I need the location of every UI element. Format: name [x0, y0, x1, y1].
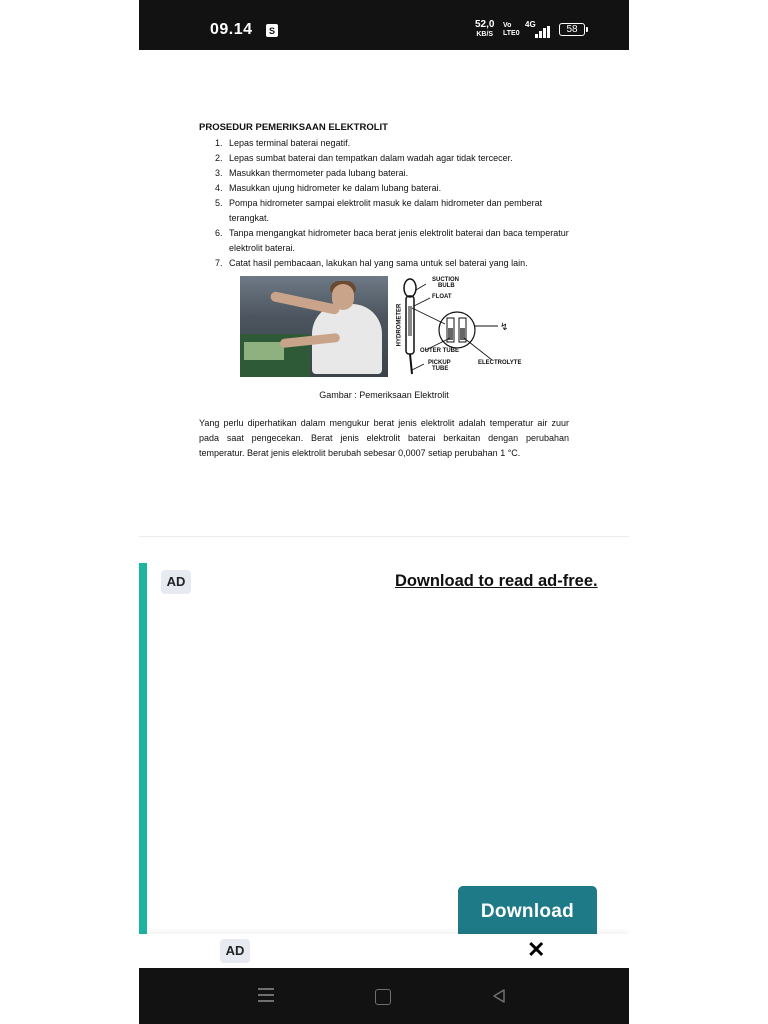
hydrometer-diagram: [396, 276, 522, 378]
label-electrolyte: ELECTROLYTE: [478, 360, 522, 366]
ad-accent-bar: [139, 563, 147, 943]
step-number: 3.: [215, 168, 223, 178]
signal-icon: [535, 26, 551, 38]
close-icon[interactable]: ✕: [527, 937, 546, 962]
body-paragraph: Yang perlu diperhatikan dalam mengukur berat jenis elektrolit adalah temperatur air zuur pada saat pengecekan. Berat jenis elektrolit baterai berkaitan dengan perubahan temperatur. Berat jenis elektrolit berubah sebesar 0,0007 setiap perubahan 1 °C.: [199, 418, 569, 458]
procedure-step: [199, 166, 569, 181]
navigation-bar: [139, 968, 629, 1024]
network-speed-unit: KB/S: [476, 31, 494, 38]
status-time: 09.14: [210, 21, 253, 38]
procedure-step: [199, 196, 569, 226]
step-number: 6.: [215, 228, 223, 238]
phone-screen: [139, 0, 629, 1024]
step-text: Lepas terminal baterai negatif.: [229, 138, 351, 148]
technician-photo: [240, 276, 388, 377]
volte-top: Vo: [503, 22, 512, 29]
electrolyte-figure: [240, 276, 522, 378]
step-text: Masukkan ujung hidrometer ke dalam lubang baterai.: [229, 183, 442, 193]
label-float: FLOAT: [432, 294, 452, 300]
network-speed: [475, 21, 494, 39]
label-tube: TUBE: [432, 366, 449, 372]
back-icon[interactable]: [491, 988, 507, 1004]
step-text: Catat hasil pembacaan, lakukan hal yang sama untuk sel baterai yang lain.: [229, 258, 528, 268]
bottom-ad-badge: AD: [220, 939, 250, 963]
procedure-step: [199, 151, 569, 166]
procedure-step: [199, 136, 569, 151]
page-divider: [139, 536, 629, 537]
label-pickup: PICKUP: [428, 360, 451, 366]
bottom-ad-banner: [139, 934, 629, 968]
procedure-step: [199, 256, 569, 271]
volte-bottom: LTE0: [503, 30, 520, 37]
download-button[interactable]: Download: [458, 886, 597, 938]
label-outer-tube: OUTER TUBE: [420, 348, 459, 354]
procedure-step: [199, 226, 569, 256]
network-speed-value: 52,0: [475, 19, 495, 30]
step-text: Masukkan thermometer pada lubang baterai.: [229, 168, 409, 178]
procedure-step: [199, 181, 569, 196]
step-number: 1.: [215, 138, 223, 148]
shopping-bag-icon: S: [266, 24, 278, 37]
document-title: PROSEDUR PEMERIKSAAN ELEKTROLIT: [199, 122, 388, 133]
document-page: [139, 50, 629, 536]
svg-text:↯: ↯: [500, 322, 509, 333]
network-type: 4G: [525, 20, 536, 29]
status-bar: [139, 0, 629, 50]
label-bulb: BULB: [438, 283, 455, 289]
procedure-steps: [199, 136, 569, 271]
ad-badge: AD: [161, 570, 191, 594]
step-text: Pompa hidrometer sampai elektrolit masuk ke dalam hidrometer dan pemberat terangkat.: [229, 198, 543, 223]
figure-caption: Gambar : Pemeriksaan Elektrolit: [319, 390, 449, 400]
home-icon[interactable]: [375, 989, 391, 1005]
menu-icon[interactable]: [258, 988, 274, 1002]
step-text: Tanpa mengangkat hidrometer baca berat jenis elektrolit baterai dan baca temperatur elektrolit baterai.: [229, 228, 569, 253]
label-hydrometer: HYDROMETER: [396, 303, 403, 347]
volte-indicator: [503, 22, 520, 38]
step-number: 4.: [215, 183, 223, 193]
step-number: 2.: [215, 153, 223, 163]
step-text: Lepas sumbat baterai dan tempatkan dalam wadah agar tidak tercecer.: [229, 153, 513, 163]
battery-icon: 58: [559, 23, 585, 36]
step-number: 7.: [215, 258, 223, 268]
download-ad-free-link[interactable]: Download to read ad-free.: [395, 572, 598, 590]
step-number: 5.: [215, 198, 223, 208]
label-suction: SUCTION: [432, 277, 459, 283]
